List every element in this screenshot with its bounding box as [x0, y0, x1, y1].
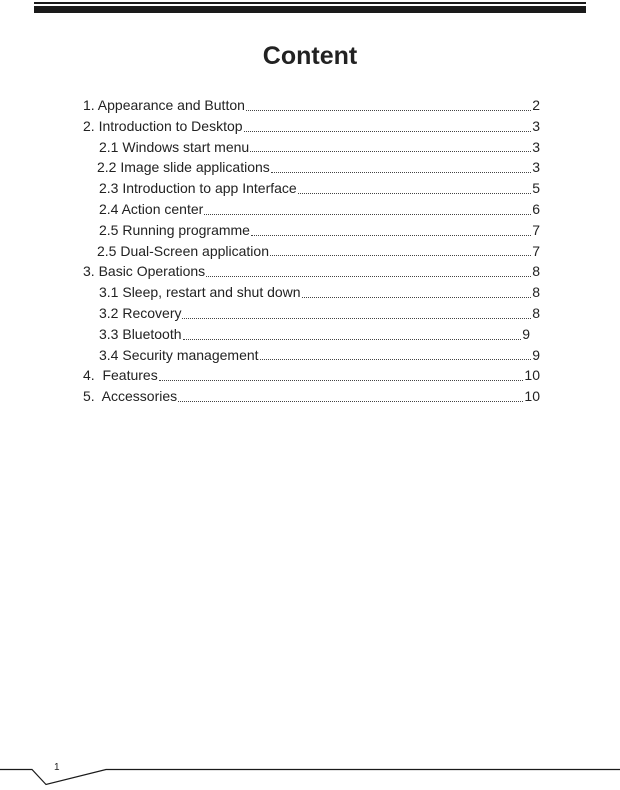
leader-dots [246, 110, 531, 111]
leader-dots [244, 131, 532, 132]
toc-entry-page: 8 [532, 304, 540, 321]
toc-entry-label: 3.1 Sleep, restart and shut down [99, 284, 301, 301]
toc-entry[interactable] [83, 241, 540, 262]
toc-entry[interactable] [83, 365, 540, 386]
toc-entry-page: 9 [522, 325, 530, 342]
leader-dots [182, 318, 531, 319]
leader-dots [204, 214, 531, 215]
toc-entry[interactable] [83, 386, 540, 407]
toc-entry-page: 7 [532, 242, 540, 259]
toc-entry-label: 2.1 Windows start menu [99, 138, 250, 155]
leader-dots [302, 297, 532, 298]
leader-dots [250, 151, 531, 152]
toc-entry[interactable] [83, 157, 540, 178]
toc-entry-label: 2. Introduction to Desktop [83, 117, 243, 134]
leader-dots [206, 276, 531, 277]
toc-entry[interactable] [83, 282, 540, 303]
toc-entry[interactable] [83, 345, 540, 366]
toc-entry-label: 3.3 Bluetooth [99, 325, 182, 342]
toc-entry-page: 3 [532, 117, 540, 134]
toc-entry[interactable] [83, 95, 540, 116]
toc-entry-page: 7 [532, 221, 540, 238]
toc-entry-label: 2.3 Introduction to app Interface [99, 180, 297, 197]
leader-dots [183, 339, 522, 340]
leader-dots [178, 401, 523, 402]
toc-entry[interactable] [83, 324, 540, 345]
leader-dots [260, 359, 532, 360]
leader-dots [270, 255, 531, 256]
footer-rule [0, 760, 620, 790]
toc-entry-page: 5 [532, 180, 540, 197]
toc-entry-label: 3.4 Security management [99, 346, 259, 363]
toc-entry-label: 2.5 Running programme [99, 221, 250, 238]
leader-dots [159, 380, 524, 381]
toc-entry[interactable] [83, 116, 540, 137]
toc-entry-page: 8 [532, 284, 540, 301]
page-title: Content [262, 42, 358, 70]
toc-entry-page: 3 [532, 159, 540, 176]
leader-dots [271, 172, 531, 173]
toc-entry-label: 1. Appearance and Button [83, 97, 245, 113]
toc-entry-page: 10 [524, 367, 540, 384]
toc-entry-label: 4. Features [83, 367, 158, 384]
toc-entry-label: 3.2 Recovery [99, 304, 182, 321]
toc-entry-label: 2.5 Dual-Screen application [97, 242, 269, 259]
toc-entry[interactable] [83, 137, 540, 158]
toc-entry[interactable] [83, 261, 540, 282]
toc-entry-page: 10 [524, 388, 540, 405]
leader-dots [298, 193, 532, 194]
toc-entry[interactable] [83, 303, 540, 324]
header-rule-thin [34, 2, 586, 4]
page-number: 1 [54, 762, 60, 773]
toc-entry-page: 2 [532, 97, 540, 113]
toc-entry[interactable] [83, 178, 540, 199]
toc-entry-page: 9 [532, 346, 540, 363]
toc-entry-page: 8 [532, 263, 540, 280]
toc-entry-label: 3. Basic Operations [83, 263, 206, 280]
toc-entry-page: 6 [532, 200, 540, 217]
table-of-contents [83, 95, 540, 407]
toc-entry[interactable] [83, 199, 540, 220]
toc-entry-page: 3 [532, 138, 540, 155]
toc-entry-label: 5. Accessories [83, 388, 178, 405]
toc-entry-label: 2.4 Action center [99, 200, 204, 217]
toc-entry[interactable] [83, 220, 540, 241]
header-rule-thick [34, 6, 586, 13]
toc-entry-label: 2.2 Image slide applications [97, 159, 270, 176]
leader-dots [251, 235, 531, 236]
